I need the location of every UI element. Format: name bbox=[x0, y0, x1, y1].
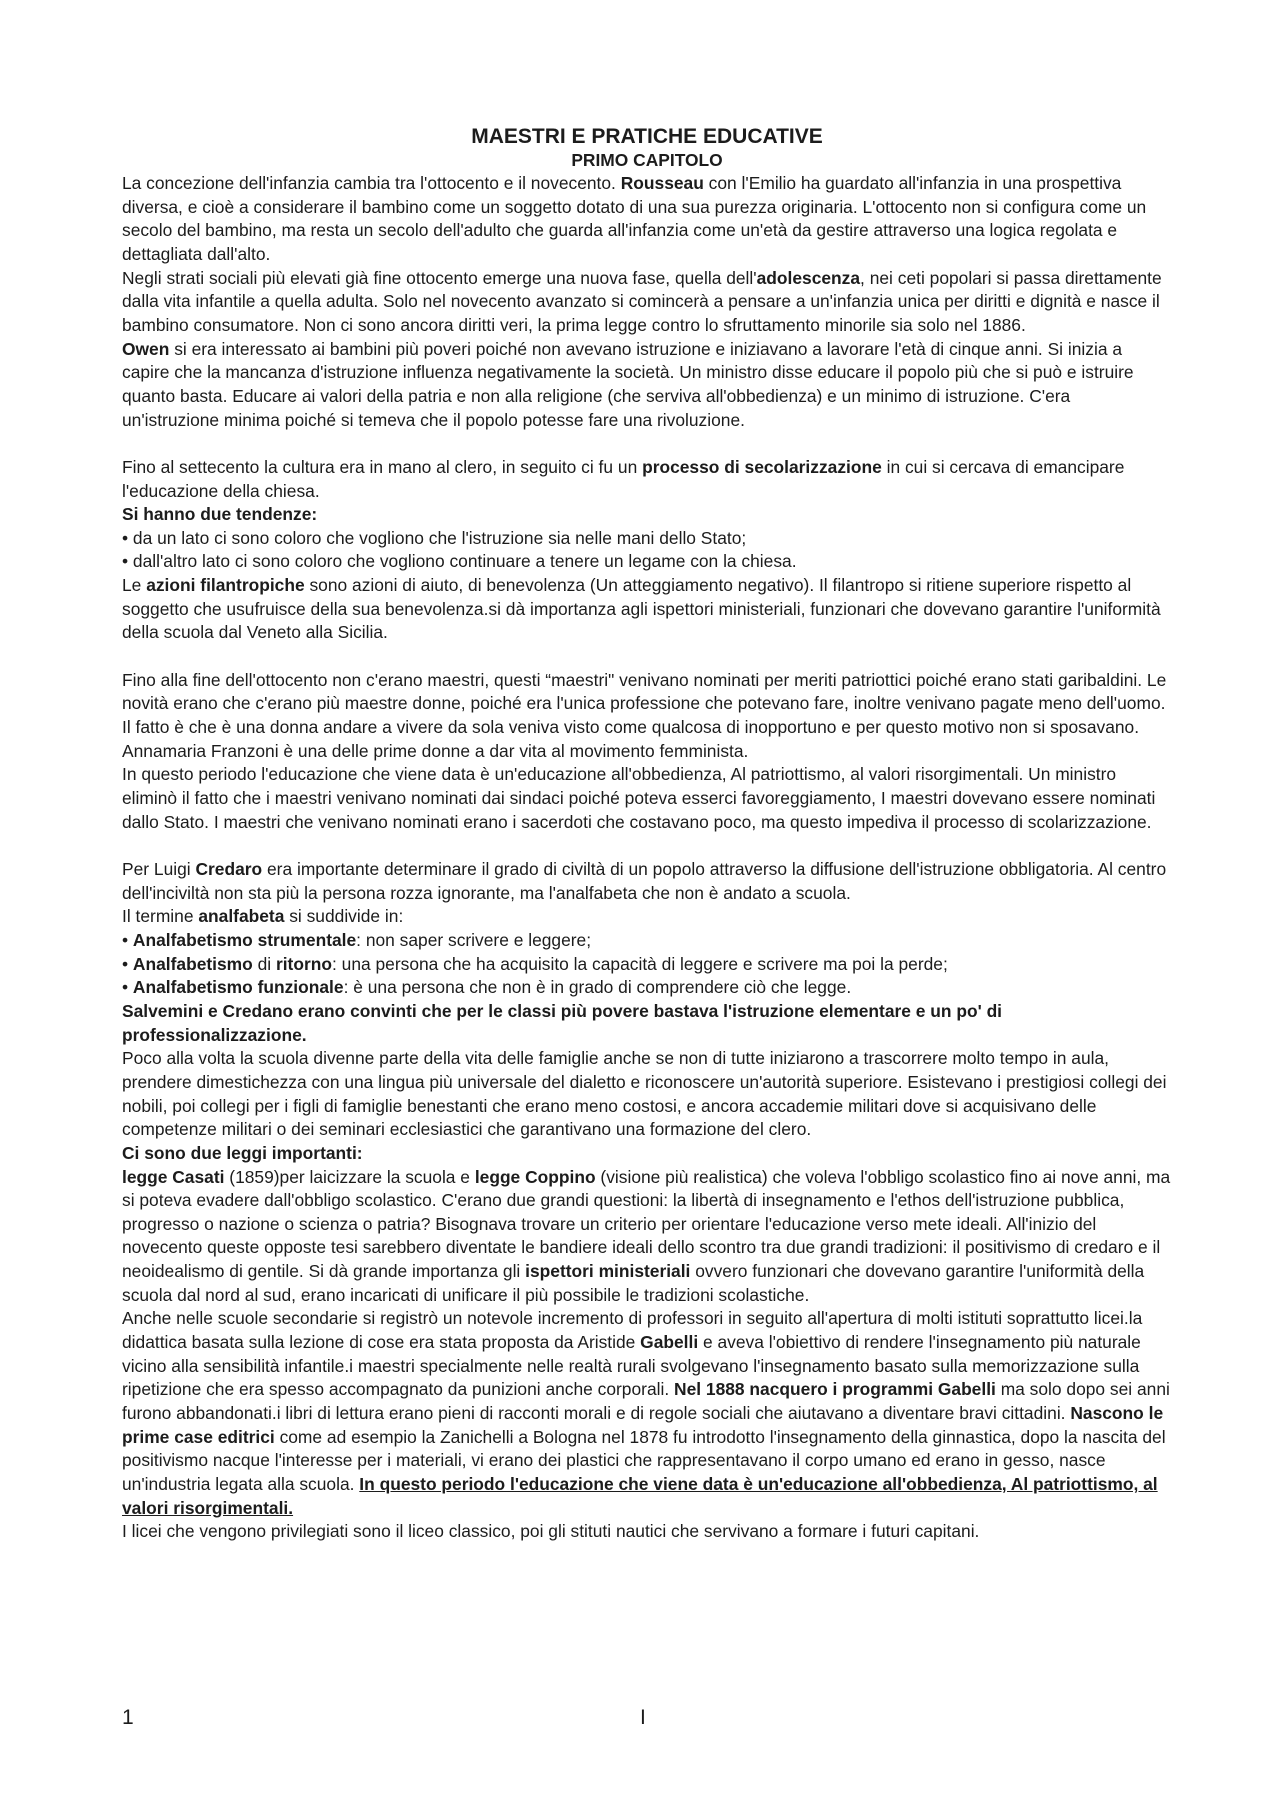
text-run: Le bbox=[122, 575, 147, 596]
text-run: La concezione dell'infanzia cambia tra l'ottocento e il novecento. bbox=[122, 173, 621, 193]
bold-term-programmi: Nel 1888 nacquero i programmi Gabelli bbox=[674, 1379, 996, 1400]
text-run: si era interessato ai bambini più poveri poiché non avevano istruzione e iniziavano a lavorare l'età di cinque anni. Si inizia a capire che la mancanza d'istruzione influenza negativamente la società. Un ministro disse educare il popolo più che si può e istruire quanto basta. Educare ai valori della patria e non alla religione (che serviva all'obbedienza) e un minimo di istruzione. C'era un'istruzione minima poiché si temeva che il popolo potesse fare una rivoluzione. bbox=[122, 338, 1134, 430]
text-run: in cui si cercava di emancipare l'educazione della chiesa. bbox=[122, 456, 1125, 501]
bold-term-secolarizzazione: processo di secolarizzazione bbox=[642, 456, 882, 477]
bold-term-analfabeta: analfabeta bbox=[198, 906, 285, 927]
bold-term: Analfabetismo strumentale bbox=[132, 929, 357, 950]
paragraph-obbedienza: In questo periodo l'educazione che viene data è un'educazione all'obbedienza, Al patriottismo, al valori risorgimentali. Un ministro eliminò il fatto che i maestri venivano nominati dai sindaci poiché poteva esserci favoreggiamento, I maestri dovevano essere nominati dallo Stato. I maestri che venivano nominati erano i sacerdoti che costavano poco, ma questo impediva il processo di scolarizzazione. bbox=[122, 764, 1156, 832]
bold-term-owen: Owen bbox=[122, 338, 170, 359]
underlined-bold-text: In questo periodo l'educazione che viene data è un'educazione all'obbedienza, Al patriottismo, al valori risorgimentali. bbox=[122, 1474, 1158, 1518]
paragraph-scuole-secondarie bbox=[122, 1307, 1172, 1520]
bold-term-rousseau: Rousseau bbox=[620, 173, 704, 193]
paragraph-owen bbox=[122, 338, 1172, 433]
bullet-glyph: • bbox=[122, 977, 133, 998]
paragraph-credaro bbox=[122, 858, 1172, 905]
bold-term-azioni-filantropiche: azioni filantropiche bbox=[146, 575, 305, 596]
paragraph-filantropiche bbox=[122, 574, 1172, 645]
chapter-subtitle: PRIMO CAPITOLO bbox=[571, 150, 723, 170]
footer-mark: I bbox=[640, 1706, 646, 1729]
paragraph-analfabeta bbox=[122, 905, 1172, 929]
bold-term-adolescenza: adolescenza bbox=[756, 267, 861, 288]
bold-heading: Ci sono due leggi importanti: bbox=[122, 1142, 363, 1163]
text-run: (1859)per laicizzare la scuola e bbox=[224, 1166, 475, 1187]
bold-text: Salvemini e Credano erano convinti che per le classi più povere bastava l'istruzione elementare e un po' di professionalizzazione. bbox=[122, 1000, 1003, 1045]
text-run: Fino al settecento la cultura era in mano al clero, in seguito ci fu un bbox=[122, 456, 643, 477]
text-run: Il termine bbox=[122, 906, 199, 927]
text-run: Per Luigi bbox=[122, 858, 196, 879]
paragraph-maestri: Fino alla fine dell'ottocento non c'erano maestri, questi “maestri" venivano nominati per meriti patriottici poiché erano stati garibaldini. Le novità erano che c'erano più maestre donne, poiché era l'unica professione che potevano fare, inoltre venivano pagate meno dell'uomo. Il fatto è che è una donna andare a vivere da sola veniva visto come qualcosa di inopportuno e per questo motivo non si sposavano. Annamaria Franzoni è una delle prime donne a dar vita al movimento femminista. bbox=[122, 669, 1167, 761]
paragraph-infanzia bbox=[122, 172, 1172, 267]
bold-term: ritorno bbox=[275, 953, 332, 974]
page-number: 1 bbox=[122, 1706, 134, 1729]
text-run: : una persona che ha acquisito la capacità di leggere e scrivere ma poi la perde; bbox=[331, 953, 948, 974]
bold-term: Analfabetismo funzionale bbox=[132, 977, 344, 998]
text-run: (visione più realistica) che voleva l'obbligo scolastico fino ai nove anni, ma si poteva evadere dall'obbligo scolastico. C'erano due grandi questioni: la libertà di insegnamento e l'ethos dell'istruzione pubblica, progresso o nazione o scienza o patria? Bisognava trovare un criterio per orientare l'educazione verso mete ideali. All'inizio del novecento queste opposte tesi sarebbero diventate le bandiere ideali dello scontro tra due grandi tradizioni: il positivismo di credaro e il neoidealismo di gentile. Si dà grande importanza gli bbox=[122, 1166, 1171, 1282]
bold-term: Analfabetismo bbox=[132, 953, 253, 974]
text-run: , nei ceti popolari si passa direttamente dalla vita infantile a quella adulta. Solo nel novecento avanzato si comincerà a pensare a un'infanzia unica per diritti e dignità e nasce il bambino consumatore. Non ci sono ancora diritti veri, la prima legge contro lo sfruttamento minorile sia solo nel 1886. bbox=[122, 267, 1162, 335]
list-item bbox=[122, 929, 1172, 953]
paragraph-gap bbox=[122, 645, 1172, 669]
text-run: Negli strati sociali più elevati già fine ottocento emerge una nuova fase, quella dell' bbox=[122, 267, 757, 288]
bullet-glyph: • bbox=[122, 953, 133, 974]
text-run: si suddivide in: bbox=[284, 906, 404, 927]
text-run: Anche nelle scuole secondarie si registrò un notevole incremento di professori in seguito all'apertura di molti istituti soprattutto licei.la didattica basata sulla lezione di cose era stata proposta da Aristide bbox=[122, 1308, 1143, 1353]
bullet-glyph: • bbox=[122, 929, 133, 950]
list-item bbox=[122, 953, 1172, 977]
heading-leggi bbox=[122, 1142, 1172, 1166]
bold-term-case-editrici: Nascono le prime case editrici bbox=[122, 1403, 1164, 1447]
bold-term-ispettori: ispettori ministeriali bbox=[525, 1261, 691, 1282]
text-run: e aveva l'obiettivo di rendere l'insegnamento più naturale vicino alla sensibilità infantile.i maestri specialmente nelle realtà rurali svolgevano l'insegnamento basato sulla memorizzazione sulla ripetizione che era spesso accompagnato da punizioni anche corporali. bbox=[122, 1332, 1141, 1400]
paragraph-secolarizzazione bbox=[122, 456, 1172, 503]
paragraph-leggi bbox=[122, 1166, 1172, 1308]
text-run: con l'Emilio ha guardato all'infanzia in una prospettiva diversa, e cioè a considerare il bambino come un soggetto dotato di una sua purezza originaria. L'ottocento non si configura come un secolo del bambino, ma resta un secolo dell'adulto che guarda all'infanzia come un'età da gestire attraverso una logica regolata e dettagliata dall'alto. bbox=[122, 173, 1147, 264]
bold-paragraph-salvemini bbox=[122, 1000, 1172, 1047]
bold-term-credaro: Credaro bbox=[195, 858, 263, 879]
document-title: MAESTRI E PRATICHE EDUCATIVE bbox=[471, 125, 823, 148]
text-run: sono azioni di aiuto, di benevolenza (Un atteggiamento negativo). Il filantropo si ritiene superiore rispetto al soggetto che usufruisce della sua benevolenza.si dà importanza agli ispettori ministeriali, funzionari che dovevano garantire l'uniformità della scuola dal Veneto alla Sicilia. bbox=[122, 575, 1161, 643]
bold-term-legge-casati: legge Casati bbox=[122, 1166, 225, 1187]
paragraph-licei: I licei che vengono privilegiati sono il liceo classico, poi gli stituti nautici che servivano a formare i futuri capitani. bbox=[122, 1521, 980, 1542]
paragraph-scuola-famiglie: Poco alla volta la scuola divenne parte della vita delle famiglie anche se non di tutte iniziarono a trascorrere molto tempo in aula, prendere dimestichezza con una lingua più universale del dialetto e riconoscere un'autorità superiore. Esistevano i prestigiosi collegi dei nobili, poi collegi per i figli di famiglie benestanti che erano meno costosi, e ancora accademie militari dove si acquisivano delle competenze militari o dei seminari ecclesiastici che garantivano una formazione del clero. bbox=[122, 1048, 1167, 1140]
text-run: come ad esempio la Zanichelli a Bologna nel 1878 fu introdotto l'insegnamento della ginnastica, dopo la nascita del positivismo nacque l'interesse per i materiali, vi erano dei plastici che rappresentavano il corpo umano ed erano in gesso, nasce un'industria legata alla scuola. bbox=[122, 1426, 1166, 1495]
text-run: : è una persona che non è in grado di comprendere ciò che legge. bbox=[343, 977, 852, 998]
paragraph-gap bbox=[122, 834, 1172, 858]
paragraph-gap bbox=[122, 432, 1172, 456]
text-run: era importante determinare il grado di civiltà di un popolo attraverso la diffusione dell'istruzione obbligatoria. Al centro dell'inciviltà non sta più la persona rozza ignorante, ma l'analfabeta che non è andato a scuola. bbox=[122, 858, 1167, 903]
bold-term-gabelli: Gabelli bbox=[640, 1332, 699, 1353]
list-item: • dall'altro lato ci sono coloro che vogliono continuare a tenere un legame con la chiesa. bbox=[122, 551, 797, 572]
text-run: ovvero funzionari che dovevano garantire l'uniformità della scuola dal nord al sud, erano incaricati di unificare il più possibile le tradizioni scolastiche. bbox=[122, 1261, 1145, 1305]
text-run: di bbox=[252, 953, 276, 974]
list-item bbox=[122, 976, 1172, 1000]
document-body bbox=[122, 124, 1172, 1544]
text-run: ma solo dopo sei anni furono abbandonati.i libri di lettura erano pieni di racconti morali e di regole sociali che aiutavano a diventare bravi cittadini. bbox=[122, 1379, 1170, 1424]
bold-heading: Si hanno due tendenze: bbox=[122, 504, 318, 525]
text-run: : non saper scrivere e leggere; bbox=[356, 929, 592, 950]
list-item: • da un lato ci sono coloro che vogliono che l'istruzione sia nelle mani dello Stato; bbox=[122, 527, 747, 548]
bold-term-legge-coppino: legge Coppino bbox=[474, 1166, 596, 1187]
heading-tendenze bbox=[122, 503, 1172, 527]
paragraph-adolescenza bbox=[122, 267, 1172, 338]
